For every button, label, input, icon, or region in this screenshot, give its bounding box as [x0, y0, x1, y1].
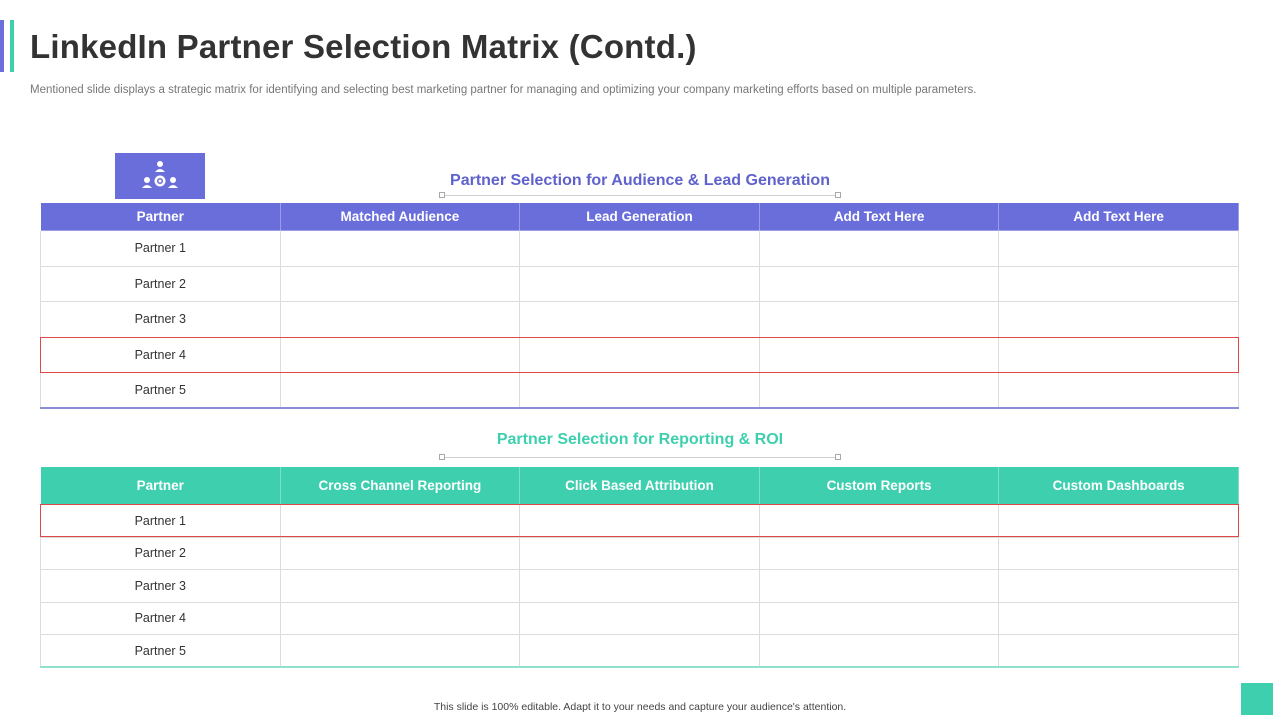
empty-cell: [759, 266, 999, 302]
table-header-row: [41, 467, 1239, 505]
partner-cell: Partner 5: [41, 635, 281, 668]
header-cell: Partner: [41, 467, 281, 505]
empty-cell: [520, 505, 760, 538]
empty-cell: [280, 635, 520, 668]
empty-cell: [520, 266, 760, 302]
header-cell: Cross Channel Reporting: [280, 467, 520, 505]
selection-handle: [835, 192, 841, 198]
table2-title: Partner Selection for Reporting & ROI: [496, 431, 784, 448]
header-cell: Click Based Attribution: [520, 467, 760, 505]
empty-cell: [759, 337, 999, 373]
page-title: LinkedIn Partner Selection Matrix (Contd.): [30, 28, 697, 65]
table-row: [41, 373, 1239, 409]
header-cell: Partner: [41, 203, 281, 231]
table-row: [41, 635, 1239, 668]
partner-cell: Partner 1: [41, 231, 281, 267]
partner-cell: Partner 1: [41, 505, 281, 538]
empty-cell: [759, 635, 999, 668]
empty-cell: [999, 602, 1239, 635]
empty-cell: [520, 635, 760, 668]
table-row: [41, 337, 1239, 373]
partner-cell: Partner 4: [41, 337, 281, 373]
header-cell: Custom Reports: [759, 467, 999, 505]
empty-cell: [999, 505, 1239, 538]
empty-cell: [280, 602, 520, 635]
empty-cell: [280, 373, 520, 409]
team-network-icon-box: [115, 153, 205, 199]
empty-cell: [280, 537, 520, 570]
footer-note: This slide is 100% editable. Adapt it to your needs and capture your audience's attention.: [433, 701, 847, 713]
partner-cell: Partner 4: [41, 602, 281, 635]
empty-cell: [280, 302, 520, 338]
header-cell: Add Text Here: [759, 203, 999, 231]
corner-accent-square: [1241, 683, 1273, 715]
empty-cell: [759, 505, 999, 538]
empty-cell: [759, 602, 999, 635]
title-accent-bar-teal: [10, 20, 14, 72]
table-row: [41, 231, 1239, 267]
header-cell: Lead Generation: [520, 203, 760, 231]
empty-cell: [520, 302, 760, 338]
selection-handle: [835, 454, 841, 460]
page-subtitle: Mentioned slide displays a strategic matrix for identifying and selecting best marketing partner for managing and optimizing your company marketing efforts based on multiple parameters.: [30, 84, 977, 96]
table-header-row: [41, 203, 1239, 231]
table-row: [41, 266, 1239, 302]
empty-cell: [759, 537, 999, 570]
audience-lead-table: [40, 202, 1239, 409]
empty-cell: [759, 570, 999, 603]
empty-cell: [999, 537, 1239, 570]
table-row: [41, 505, 1239, 538]
partner-cell: Partner 2: [41, 266, 281, 302]
table1-title: Partner Selection for Audience & Lead Generation: [450, 172, 830, 189]
empty-cell: [999, 570, 1239, 603]
header-cell: Matched Audience: [280, 203, 520, 231]
empty-cell: [759, 302, 999, 338]
empty-cell: [520, 337, 760, 373]
empty-cell: [520, 231, 760, 267]
header-cell: Add Text Here: [999, 203, 1239, 231]
empty-cell: [280, 266, 520, 302]
empty-cell: [280, 231, 520, 267]
empty-cell: [280, 337, 520, 373]
empty-cell: [999, 231, 1239, 267]
empty-cell: [999, 373, 1239, 409]
table-row: [41, 302, 1239, 338]
partner-cell: Partner 3: [41, 570, 281, 603]
empty-cell: [520, 373, 760, 409]
partner-cell: Partner 5: [41, 373, 281, 409]
team-network-icon: [138, 159, 182, 193]
partner-cell: Partner 2: [41, 537, 281, 570]
empty-cell: [999, 337, 1239, 373]
empty-cell: [520, 602, 760, 635]
empty-cell: [999, 635, 1239, 668]
empty-cell: [520, 537, 760, 570]
table-row: [41, 537, 1239, 570]
empty-cell: [999, 266, 1239, 302]
empty-cell: [280, 570, 520, 603]
reporting-roi-table: [40, 466, 1239, 668]
table-row: [41, 570, 1239, 603]
selection-handle: [439, 454, 445, 460]
empty-cell: [999, 302, 1239, 338]
empty-cell: [759, 231, 999, 267]
header-cell: Custom Dashboards: [999, 467, 1239, 505]
empty-cell: [520, 570, 760, 603]
empty-cell: [280, 505, 520, 538]
selection-handle: [439, 192, 445, 198]
partner-cell: Partner 3: [41, 302, 281, 338]
title-accent-bar-purple: [0, 20, 4, 72]
table-row: [41, 602, 1239, 635]
empty-cell: [759, 373, 999, 409]
table1-title-underline: [442, 195, 838, 196]
table2-title-underline: [442, 457, 838, 458]
